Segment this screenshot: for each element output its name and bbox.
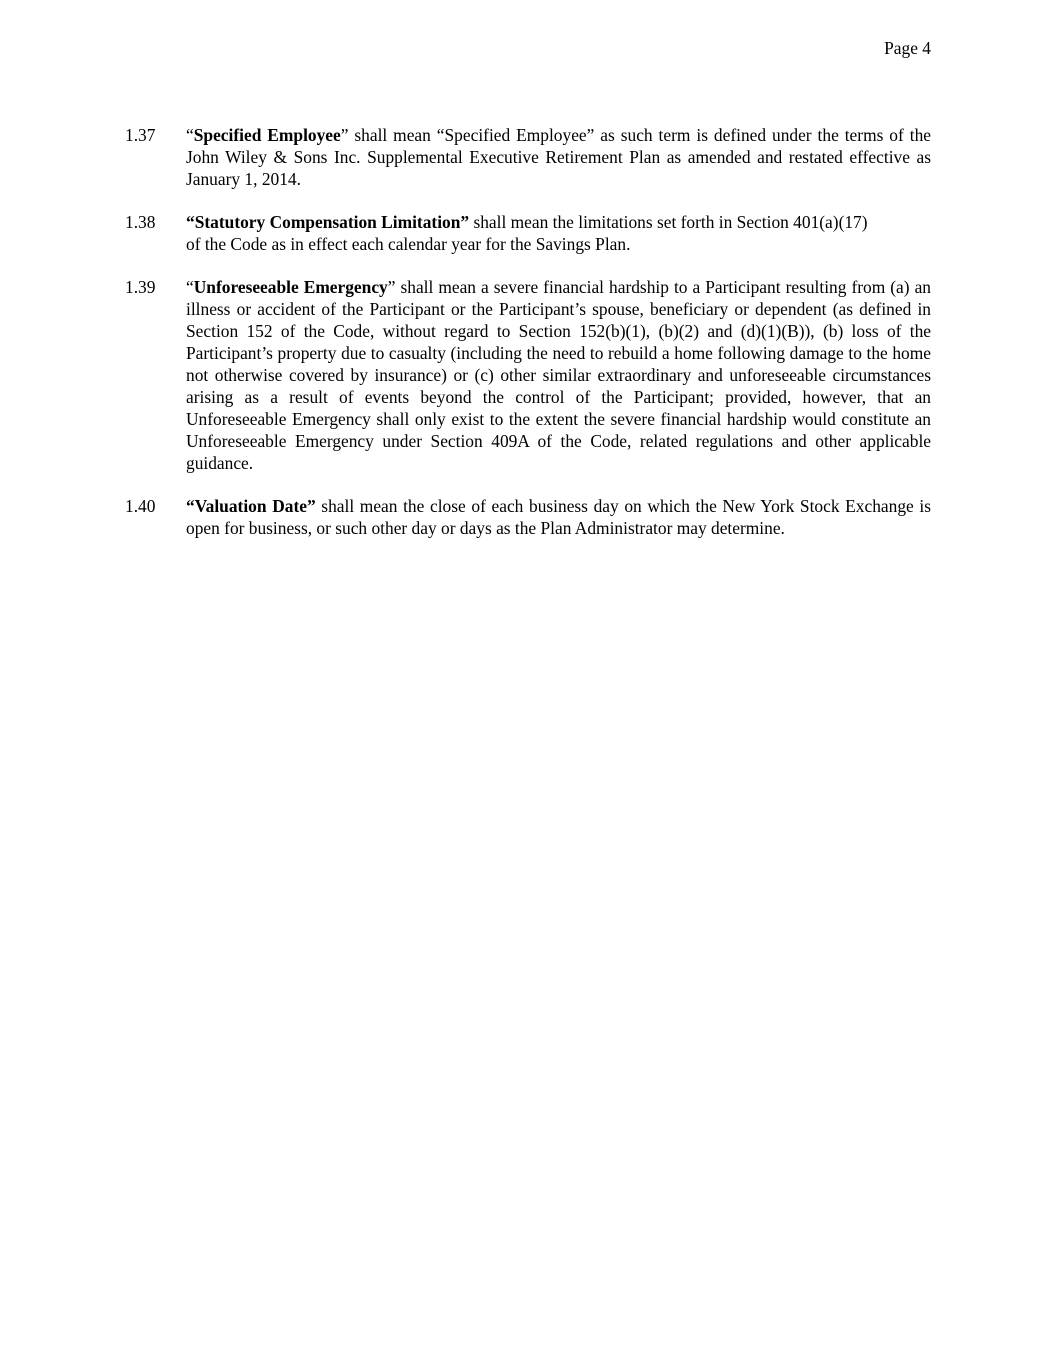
- definition-number: 1.39: [125, 277, 156, 297]
- definitions-list: [125, 124, 931, 560]
- definition-body: [186, 276, 931, 474]
- defined-term: Specified Employee: [193, 125, 341, 145]
- definition-number: 1.38: [125, 212, 156, 232]
- definition-number: 1.40: [125, 496, 156, 516]
- page-number: Page 4: [884, 38, 931, 58]
- definition-text: shall mean the limitations set forth in Section 401(a)(17): [469, 212, 868, 232]
- definition-text: ” shall mean “Specified Employee” as such term is defined under the terms of the John Wiley & Sons Inc. Supplemental Executive Retirement Plan as amended and restated effective as January 1, 2014.: [186, 125, 931, 189]
- definition-number: 1.37: [125, 125, 156, 145]
- open-quote: “: [186, 125, 194, 145]
- definition-text: shall mean the close of each business day on which the New York Stock Exchange is open for business, or such other day or days as the Plan Administrator may determine.: [186, 496, 931, 538]
- definition-body: [186, 495, 931, 539]
- defined-term: “Valuation Date”: [186, 496, 316, 516]
- open-quote: “: [186, 277, 194, 297]
- definition-item: [125, 211, 931, 255]
- definition-text: ” shall mean a severe financial hardship to a Participant resulting from (a) an illness or accident of the Participant or the Participant’s spouse, beneficiary or dependent (as defined in Section 152 of the Code, without regard to Section 152(b)(1), (b)(2) and (d)(1)(B)), (b) loss of the Participant’s property due to casualty (including the need to rebuild a home following damage to the home not otherwise covered by insurance) or (c) other similar extraordinary and unforeseeable circumstances arising as a result of events beyond the control of the Participant; provided, however, that an Unforeseeable Emergency shall only exist to the extent the severe financial hardship would constitute an Unforeseeable Emergency under Section 409A of the Code, related regulations and other applicable guidance.: [186, 277, 931, 473]
- definition-item: [125, 124, 931, 190]
- defined-term: “Statutory Compensation Limitation”: [186, 212, 470, 232]
- definition-body: [186, 124, 931, 190]
- definition-item: [125, 276, 931, 474]
- defined-term: Unforeseeable Emergency: [193, 277, 388, 297]
- definition-body: [186, 211, 931, 255]
- definition-item: [125, 495, 931, 539]
- definition-text: of the Code as in effect each calendar year for the Savings Plan.: [186, 234, 631, 254]
